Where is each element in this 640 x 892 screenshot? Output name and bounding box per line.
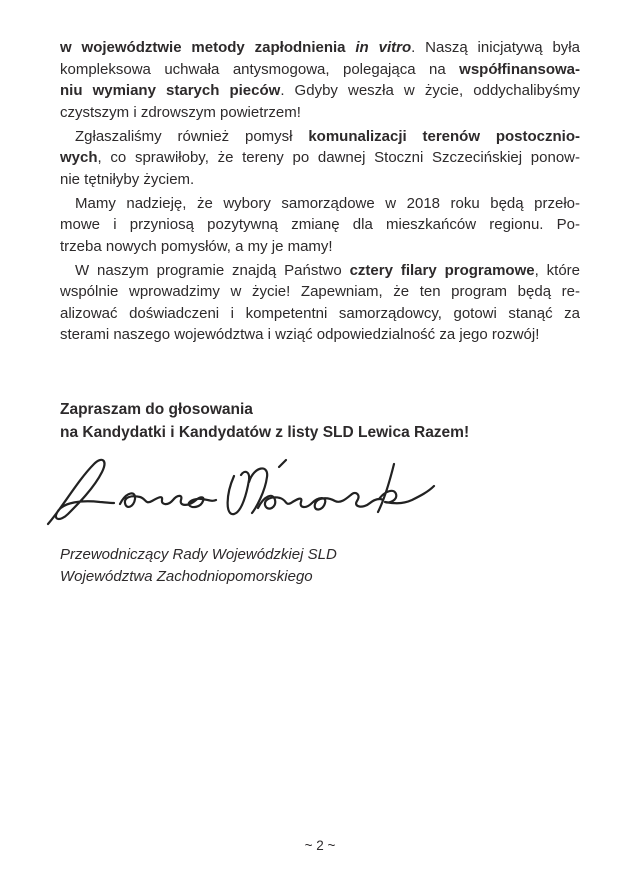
text-run: , które <box>534 261 580 279</box>
text-run: Zgłaszaliśmy również pomysł <box>75 127 309 145</box>
text-run: . Naszą inicjatywą była <box>411 39 580 56</box>
text-run: . Gdyby weszła w życie, oddychalibyśmy <box>280 82 580 99</box>
text-line <box>60 193 580 215</box>
text-line <box>60 214 580 236</box>
paragraph <box>60 126 580 191</box>
signoff-line-2: Województwa Zachodniopomorskiego <box>60 567 313 585</box>
text-run: sterami naszego województwa i wziąć odpowiedzialność za jego rozwój! <box>60 326 540 343</box>
text-run: cztery filary programowe <box>349 261 535 279</box>
call-to-action <box>60 398 600 444</box>
text-run: trzeba nowych pomysłów, a my je mamy! <box>60 237 333 255</box>
text-run: nie tętniłyby życiem. <box>60 170 195 188</box>
signature-stroke-first-name-capital <box>48 460 114 524</box>
text-line <box>60 281 580 303</box>
text-run: Mamy nadzieję, że wybory samorządowe w 2018 roku będą przeło- <box>75 194 580 212</box>
body-text <box>60 37 580 348</box>
signature-drawing <box>42 452 442 547</box>
text-line <box>60 169 580 191</box>
text-run: niu wymiany starych pieców <box>60 82 281 99</box>
text-run: W naszym programie znajdą Państwo <box>75 261 350 279</box>
paragraph <box>60 37 580 123</box>
text-run: komunalizacji terenów postocznio- <box>308 127 580 145</box>
text-run: czystszym i zdrowszym powietrzem! <box>60 103 301 121</box>
text-line <box>60 102 580 124</box>
handwritten-signature <box>42 452 442 547</box>
text-run: alizować doświadczeni i kompetentni samorządowcy, gotowi stanąć za <box>60 304 580 322</box>
signoff-line-1: Przewodniczący Rady Wojewódzkiej SLD <box>60 546 337 563</box>
text-run: kompleksowa uchwała antysmogowa, polegająca na <box>60 60 460 78</box>
text-run: mowe i przyniosą pozytywną zmianę dla mieszkańców regionu. Po- <box>60 216 580 233</box>
text-line <box>60 80 580 102</box>
text-line <box>60 147 580 169</box>
text-run: współfinansowa- <box>459 60 580 78</box>
page-number: ~ 2 ~ <box>304 838 336 853</box>
signature-stroke-final-k <box>378 464 434 512</box>
cta-line-2: na Kandydatki i Kandydatów z listy SLD Lewica Razem! <box>60 424 470 441</box>
paragraph <box>60 260 580 346</box>
signature-stroke-accent <box>279 460 286 467</box>
signoff-title <box>60 544 580 587</box>
text-line <box>60 324 580 346</box>
paragraph <box>60 193 580 258</box>
text-run: , co sprawiłoby, że tereny po dawnej Stoczni Szczecińskiej ponow- <box>97 149 580 166</box>
signature-stroke-last-name <box>258 493 383 510</box>
text-line <box>60 236 580 258</box>
text-line <box>60 37 580 59</box>
text-line <box>60 126 580 148</box>
text-line <box>60 303 580 325</box>
text-run: wspólnie wprowadzimy w życie! Zapewniam, że ten program będą re- <box>60 283 580 300</box>
signature-stroke-first-name <box>120 493 216 507</box>
signature-stroke-last-name-capital <box>228 468 268 514</box>
text-line <box>60 59 580 81</box>
cta-line-1: Zapraszam do głosowania <box>60 401 253 418</box>
text-run: wych <box>60 149 98 166</box>
text-run: w województwie metody zapłodnienia <box>60 39 356 56</box>
text-run: in vitro <box>355 39 412 56</box>
text-line <box>60 260 580 282</box>
